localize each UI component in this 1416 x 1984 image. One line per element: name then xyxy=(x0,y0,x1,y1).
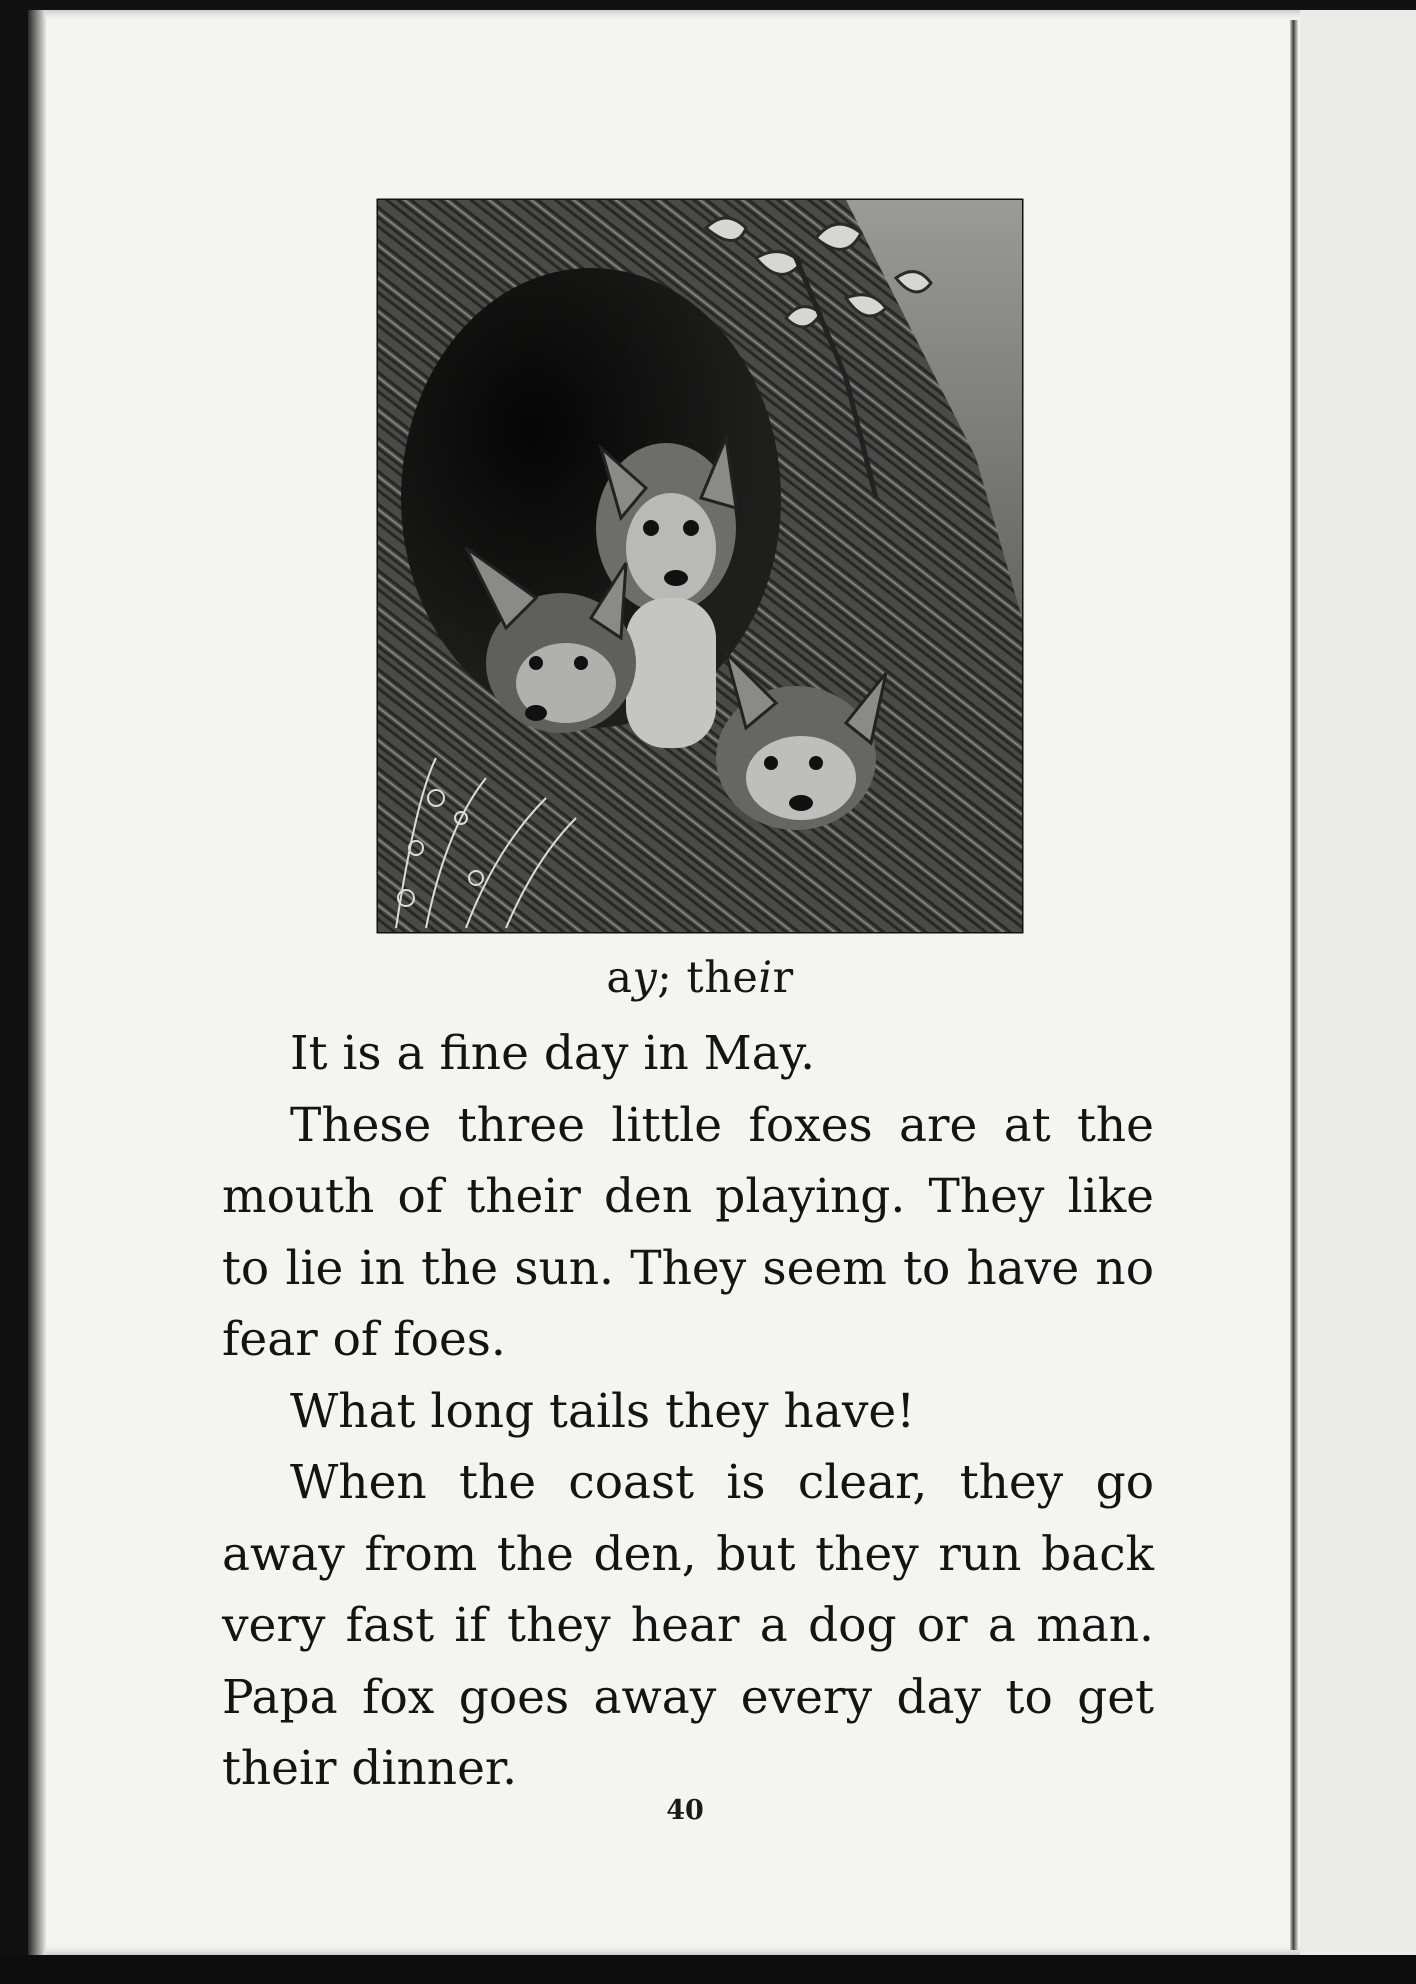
paragraph-3: What long tails they have! xyxy=(290,1383,916,1439)
caption-their-italic: i xyxy=(758,953,773,1003)
caption-ay-prefix: a xyxy=(606,953,633,1003)
page-stack-edge xyxy=(28,10,46,1955)
fox-cubs-illustration xyxy=(376,198,1024,934)
page-number: 40 xyxy=(666,1795,704,1826)
phonics-caption xyxy=(376,953,1024,1003)
reading-text xyxy=(222,1018,1154,1805)
paragraph-4: When the coast is clear, they go away from the den, but they run back very fast if they hear a dog or a man. Papa fox goes away every day to get their dinner. xyxy=(222,1455,1154,1796)
caption-separator: ; xyxy=(657,953,687,1003)
caption-their-prefix: the xyxy=(686,953,759,1003)
caption-their-suffix: r xyxy=(772,953,794,1003)
paragraph-1: It is a fine day in May. xyxy=(290,1026,816,1081)
fox-cubs-image xyxy=(376,198,1024,934)
facing-page-edge xyxy=(1300,10,1416,1955)
book-gutter xyxy=(1290,20,1298,1950)
caption-ay-italic: y xyxy=(632,953,658,1003)
paragraph-2: These three little foxes are at the mouth of their den playing. They like to lie in the sun. They seem to have no fear of foes. xyxy=(222,1097,1154,1367)
scan-border xyxy=(0,1955,1416,1984)
